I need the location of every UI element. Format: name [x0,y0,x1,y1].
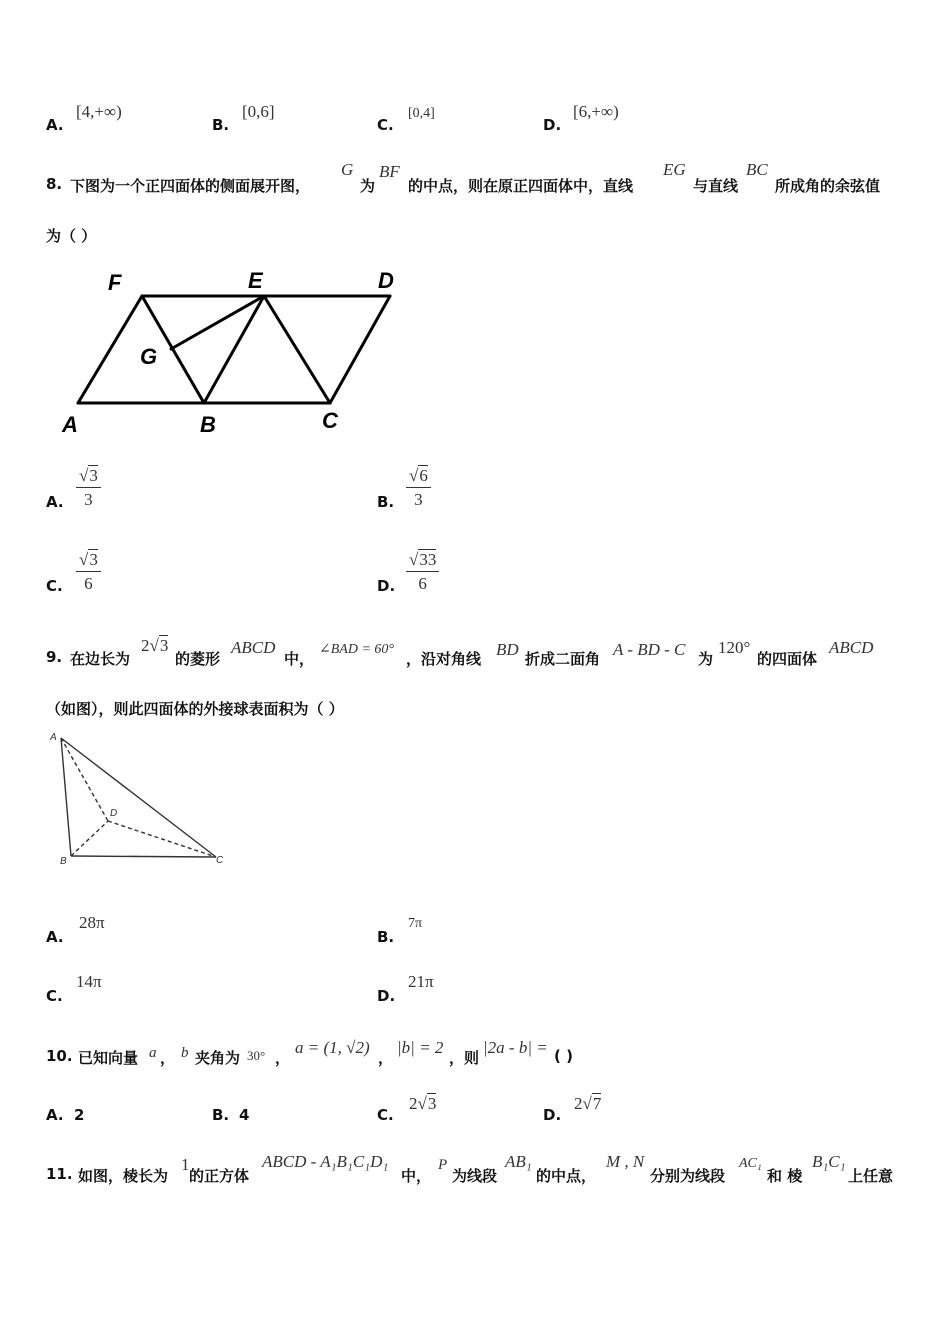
q8-figure [50,262,410,442]
q8-number: 8. [46,175,63,193]
q9-figure [46,728,236,872]
q8-option-c-denominator: 6 [84,574,93,593]
q8-fig-line-ec [264,296,330,403]
q10-math-angle: 30° [247,1048,266,1063]
q10-text-2: 夹角为 [195,1049,241,1067]
q9-fig-edge-bd [71,821,108,856]
q8-text-3: 的中点，则在原正四面体中，直线 [408,177,634,195]
q8-fig-label-b: B [200,412,216,437]
q8-math-bf: BF [379,162,400,181]
q9-fig-label-d: D [110,808,118,819]
q8-option-a-denominator: 3 [84,490,93,509]
q11-math-p: P [438,1157,448,1173]
q9-text-7: 的四面体 [757,650,818,668]
q10-option-d-radicand: 7 [592,1094,602,1113]
q9-side-coef: 2 [141,636,150,655]
q11-math-ab1: AB₁ [505,1152,532,1171]
q7-option-b-value: [0,6] [242,102,275,121]
q8-option-d-label: D. [377,577,396,595]
q7-option-c-label: C. [377,116,394,134]
q9-option-b-label: B. [377,928,395,946]
q11-math-ac1: AC₁ [739,1156,762,1171]
q10-math-b: b [181,1045,189,1061]
q9-text-6: 为 [698,650,714,668]
q7-option-a-label: A. [46,116,64,134]
q9-text-3: 中， [284,650,315,668]
q10-text-1: 已知向量 [78,1049,139,1067]
q8-math-eg: EG [663,160,686,179]
q10-option-d-coef: 2 [574,1094,583,1113]
q11-text-7: 和 棱 [767,1167,803,1185]
q8-option-d-fraction: $\frac{√33}{6}$ [406,550,439,594]
q8-option-c-label: C. [46,577,63,595]
q11-text-8: 上任意 [848,1167,894,1185]
q10-option-a-label: A. [46,1106,64,1124]
q8-fig-line-cd [330,296,390,403]
q8-fig-label-f: F [108,270,122,295]
q9-fig-edge-ab [61,738,71,856]
q9-math-dihedral: A - BD - C [613,640,686,659]
q8-option-a-radicand: 3 [89,466,98,485]
q7-option-d-value: [6,+∞) [573,102,619,121]
q11-text-4: 为线段 [452,1167,498,1185]
q8-option-b-label: B. [377,493,395,511]
q8-text-2: 为 [360,177,376,195]
q10-math-a-eq: a = (1, √2) [295,1038,370,1057]
q11-math-one: 1 [181,1155,190,1174]
q10-option-c-coef: 2 [409,1094,418,1113]
q9-text-1: 在边长为 [70,650,131,668]
q8-fig-label-d: D [378,268,394,293]
q10-comma-1: ， [160,1049,176,1067]
q10-text-4: ( ) [554,1047,573,1065]
q9-text-8: （如图），则此四面体的外接球表面积为（ ） [46,700,344,718]
q9-number: 9. [46,648,63,666]
q9-math-deg: 120° [718,638,751,657]
q9-option-b-value: 7π [408,916,423,931]
q8-fig-label-a: A [62,412,78,437]
q8-option-c-fraction: $\frac{√3}{6}$ [76,550,101,594]
q10-option-c-label: C. [377,1106,394,1124]
q8-option-a-label: A. [46,493,64,511]
q8-option-b-denominator: 3 [414,490,423,509]
q9-side-radicand: 3 [159,636,169,655]
q8-text-1: 下图为一个正四面体的侧面展开图， [70,177,311,195]
q11-math-mn: M , N [606,1152,645,1171]
q11-math-b1c1: B₁C₁ [812,1152,846,1171]
q8-math-bc: BC [746,160,768,179]
q11-text-2: 的正方体 [189,1167,250,1185]
q9-fig-label-c: C [216,855,224,866]
q10-text-3: ，则 [449,1049,480,1067]
q10-option-d-value: 2√7 [574,1094,602,1113]
q10-number: 10. [46,1047,73,1065]
q11-number: 11. [46,1165,73,1183]
q9-text-4: ，沿对角线 [406,650,482,668]
q8-option-d-radicand: 33 [419,550,437,569]
q9-fig-edge-dc [108,821,216,857]
q10-option-c-radicand: 3 [427,1094,437,1113]
q9-math-abcd: ABCD [231,638,276,657]
q10-option-b-label: B. [212,1106,230,1124]
q10-math-expr: |2a - b| = [483,1038,548,1057]
q7-option-b-label: B. [212,116,230,134]
q11-math-cube: ABCD - A₁B₁C₁D₁ [262,1152,389,1171]
q9-math-abcd-2: ABCD [829,638,874,657]
q9-fig-edge-ac [61,738,216,857]
q10-option-c-value: 2√3 [409,1094,437,1113]
q8-option-b-radicand: 6 [419,466,428,485]
q9-option-d-value: 21π [408,972,434,991]
q8-fig-label-c: C [322,408,338,433]
q10-math-a: a [149,1045,157,1061]
q8-option-d-denominator: 6 [418,574,427,593]
q9-text-2: 的菱形 [175,650,221,668]
q7-option-d-label: D. [543,116,562,134]
q7-option-c-value: [0,4] [408,106,435,121]
q9-fig-edge-ad [61,738,108,821]
q11-text-1: 如图，棱长为 [78,1167,169,1185]
q11-text-5: 的中点， [536,1167,597,1185]
q9-option-a-value: 28π [79,913,105,932]
q10-option-b-value: 4 [239,1106,250,1124]
q9-fig-label-b: B [60,856,67,867]
q10-math-b-norm: |b| = 2 [397,1038,444,1057]
q10-comma-2: ， [275,1049,291,1067]
q9-option-c-value: 14π [76,972,102,991]
q9-math-side: 2√3 [141,636,169,655]
q8-option-a-fraction: $\frac{√3}{3}$ [76,466,101,510]
q8-fig-label-e: E [248,268,263,293]
q9-fig-label-a: A [50,732,57,743]
q9-option-a-label: A. [46,928,64,946]
q8-text-5: 所成角的余弦值 [775,177,881,195]
q10-option-d-label: D. [543,1106,562,1124]
q8-option-c-radicand: 3 [89,550,98,569]
q9-text-5: 折成二面角 [525,650,601,668]
q9-math-bd: BD [496,640,519,659]
q8-fig-label-g: G [140,344,158,369]
q9-option-d-label: D. [377,987,396,1005]
q8-math-g: G [341,160,354,179]
q8-fig-line-af [78,296,142,403]
q8-text-4: 与直线 [693,177,739,195]
q10-comma-3: ， [378,1049,394,1067]
q8-text-6: 为（ ） [46,227,97,245]
q7-option-a-value: [4,+∞) [76,102,122,121]
q9-math-angle: ∠BAD = 60° [319,642,394,657]
q11-text-6: 分别为线段 [650,1167,726,1185]
q9-fig-edge-bc [71,856,216,857]
q11-text-3: 中， [401,1167,432,1185]
q8-option-b-fraction: $\frac{√6}{3}$ [406,466,431,510]
q10-option-a-value: 2 [74,1106,85,1124]
q9-option-c-label: C. [46,987,63,1005]
